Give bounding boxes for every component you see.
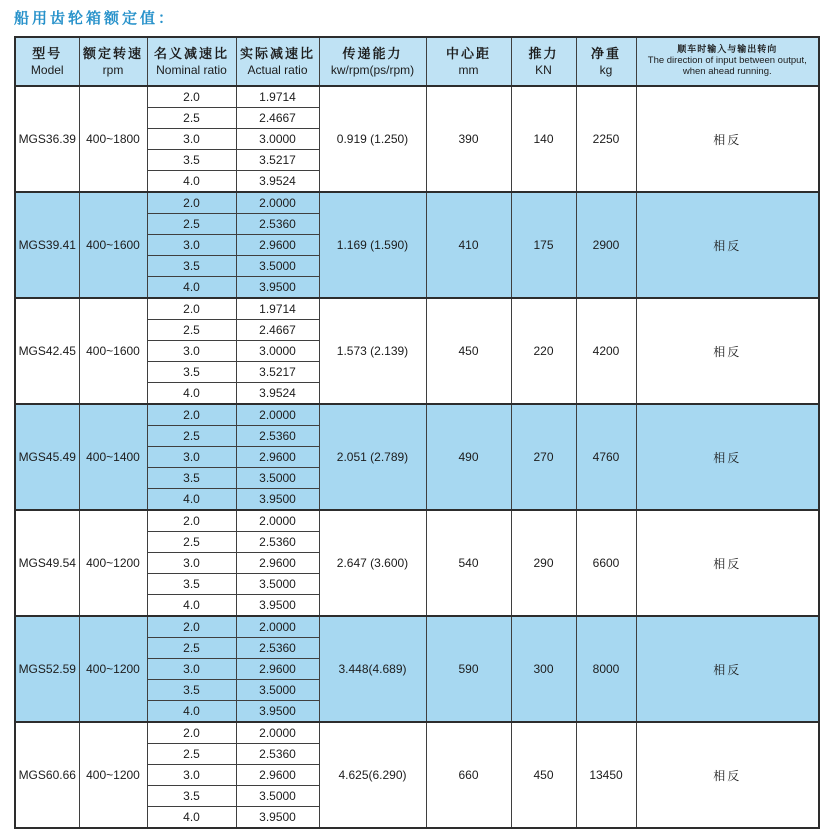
actual-ratio-cell: 3.9524	[236, 171, 319, 193]
thrust-cell: 140	[511, 86, 576, 192]
header-model-zh: 型号	[32, 46, 63, 62]
capacity-cell: 0.919 (1.250)	[319, 86, 426, 192]
actual-ratio-cell: 2.5360	[236, 744, 319, 765]
model-cell: MGS39.41	[15, 192, 79, 298]
header-net-weight-en: kg	[599, 63, 613, 78]
header-rated-speed	[79, 37, 147, 86]
capacity-cell: 2.647 (3.600)	[319, 510, 426, 616]
center-distance-cell: 660	[426, 722, 511, 828]
actual-ratio-cell: 3.9500	[236, 701, 319, 723]
model-cell: MGS36.39	[15, 86, 79, 192]
direction-cell: 相反	[636, 86, 819, 192]
header-center-distance	[426, 37, 511, 86]
table-row	[15, 404, 819, 426]
nominal-ratio-cell: 2.5	[147, 638, 236, 659]
header-actual-ratio-zh: 实际减速比	[239, 46, 315, 62]
nominal-ratio-cell: 3.0	[147, 659, 236, 680]
nominal-ratio-cell: 2.5	[147, 426, 236, 447]
capacity-cell: 1.573 (2.139)	[319, 298, 426, 404]
actual-ratio-cell: 2.5360	[236, 214, 319, 235]
model-cell: MGS49.54	[15, 510, 79, 616]
actual-ratio-cell: 3.0000	[236, 129, 319, 150]
thrust-cell: 175	[511, 192, 576, 298]
capacity-cell: 4.625(6.290)	[319, 722, 426, 828]
actual-ratio-cell: 3.5000	[236, 786, 319, 807]
actual-ratio-cell: 2.0000	[236, 722, 319, 744]
center-distance-cell: 540	[426, 510, 511, 616]
nominal-ratio-cell: 4.0	[147, 489, 236, 511]
nominal-ratio-cell: 4.0	[147, 807, 236, 829]
gearbox-rating-table	[14, 36, 820, 829]
actual-ratio-cell: 2.0000	[236, 616, 319, 638]
table-row	[15, 616, 819, 638]
nominal-ratio-cell: 3.0	[147, 235, 236, 256]
net-weight-cell: 8000	[576, 616, 636, 722]
rated-speed-cell: 400~1600	[79, 192, 147, 298]
header-net-weight	[576, 37, 636, 86]
direction-cell: 相反	[636, 510, 819, 616]
actual-ratio-cell: 2.9600	[236, 765, 319, 786]
nominal-ratio-cell: 4.0	[147, 277, 236, 299]
direction-cell: 相反	[636, 298, 819, 404]
header-rated-speed-en: rpm	[102, 63, 124, 78]
thrust-cell: 290	[511, 510, 576, 616]
model-cell: MGS60.66	[15, 722, 79, 828]
actual-ratio-cell: 3.9500	[236, 595, 319, 617]
nominal-ratio-cell: 3.0	[147, 553, 236, 574]
nominal-ratio-cell: 2.0	[147, 86, 236, 108]
model-cell: MGS42.45	[15, 298, 79, 404]
header-thrust-en: KN	[535, 63, 552, 78]
nominal-ratio-cell: 2.5	[147, 108, 236, 129]
nominal-ratio-cell: 3.0	[147, 447, 236, 468]
actual-ratio-cell: 3.5217	[236, 150, 319, 171]
rated-speed-cell: 400~1200	[79, 616, 147, 722]
net-weight-cell: 2900	[576, 192, 636, 298]
header-capacity-zh: 传递能力	[342, 46, 403, 62]
rated-speed-cell: 400~1200	[79, 722, 147, 828]
nominal-ratio-cell: 2.5	[147, 214, 236, 235]
header-net-weight-zh: 净重	[590, 46, 621, 62]
nominal-ratio-cell: 3.0	[147, 765, 236, 786]
header-center-distance-zh: 中心距	[445, 46, 491, 62]
rated-speed-cell: 400~1200	[79, 510, 147, 616]
header-capacity	[319, 37, 426, 86]
header-direction-en: The direction of input between output, when ahead running.	[647, 55, 807, 78]
actual-ratio-cell: 2.9600	[236, 659, 319, 680]
header-model	[15, 37, 79, 86]
header-direction-zh: 顺车时输入与输出转向	[677, 44, 778, 55]
table-header	[15, 37, 819, 86]
header-model-en: Model	[30, 63, 64, 78]
actual-ratio-cell: 2.4667	[236, 320, 319, 341]
nominal-ratio-cell: 2.0	[147, 510, 236, 532]
nominal-ratio-cell: 3.5	[147, 786, 236, 807]
actual-ratio-cell: 3.5000	[236, 468, 319, 489]
actual-ratio-cell: 2.0000	[236, 404, 319, 426]
actual-ratio-cell: 2.0000	[236, 192, 319, 214]
nominal-ratio-cell: 3.5	[147, 362, 236, 383]
capacity-cell: 3.448(4.689)	[319, 616, 426, 722]
nominal-ratio-cell: 2.0	[147, 192, 236, 214]
header-thrust-zh: 推力	[528, 46, 559, 62]
actual-ratio-cell: 2.5360	[236, 532, 319, 553]
header-actual-ratio-en: Actual ratio	[247, 63, 308, 78]
actual-ratio-cell: 2.9600	[236, 447, 319, 468]
nominal-ratio-cell: 2.5	[147, 744, 236, 765]
nominal-ratio-cell: 4.0	[147, 595, 236, 617]
header-nominal-ratio-en: Nominal ratio	[156, 63, 227, 78]
thrust-cell: 450	[511, 722, 576, 828]
thrust-cell: 270	[511, 404, 576, 510]
nominal-ratio-cell: 3.5	[147, 680, 236, 701]
net-weight-cell: 13450	[576, 722, 636, 828]
rated-speed-cell: 400~1600	[79, 298, 147, 404]
center-distance-cell: 490	[426, 404, 511, 510]
nominal-ratio-cell: 3.5	[147, 150, 236, 171]
header-capacity-en: kw/rpm(ps/rpm)	[330, 63, 415, 78]
model-cell: MGS45.49	[15, 404, 79, 510]
nominal-ratio-cell: 4.0	[147, 171, 236, 193]
table-body	[15, 86, 819, 828]
net-weight-cell: 4760	[576, 404, 636, 510]
direction-cell: 相反	[636, 404, 819, 510]
thrust-cell: 300	[511, 616, 576, 722]
actual-ratio-cell: 2.5360	[236, 638, 319, 659]
nominal-ratio-cell: 2.0	[147, 722, 236, 744]
table-row	[15, 722, 819, 744]
direction-cell: 相反	[636, 722, 819, 828]
nominal-ratio-cell: 2.0	[147, 616, 236, 638]
nominal-ratio-cell: 3.5	[147, 468, 236, 489]
center-distance-cell: 590	[426, 616, 511, 722]
nominal-ratio-cell: 3.0	[147, 341, 236, 362]
actual-ratio-cell: 1.9714	[236, 86, 319, 108]
actual-ratio-cell: 3.5000	[236, 256, 319, 277]
capacity-cell: 1.169 (1.590)	[319, 192, 426, 298]
header-direction	[636, 37, 819, 86]
actual-ratio-cell: 2.4667	[236, 108, 319, 129]
header-thrust	[511, 37, 576, 86]
actual-ratio-cell: 3.5000	[236, 680, 319, 701]
actual-ratio-cell: 3.9524	[236, 383, 319, 405]
nominal-ratio-cell: 4.0	[147, 383, 236, 405]
nominal-ratio-cell: 2.0	[147, 298, 236, 320]
table-row	[15, 298, 819, 320]
direction-cell: 相反	[636, 616, 819, 722]
header-nominal-ratio	[147, 37, 236, 86]
rated-speed-cell: 400~1400	[79, 404, 147, 510]
nominal-ratio-cell: 2.0	[147, 404, 236, 426]
header-center-distance-en: mm	[458, 63, 479, 78]
actual-ratio-cell: 2.0000	[236, 510, 319, 532]
actual-ratio-cell: 3.0000	[236, 341, 319, 362]
actual-ratio-cell: 3.9500	[236, 489, 319, 511]
header-rated-speed-zh: 额定转速	[82, 46, 143, 62]
thrust-cell: 220	[511, 298, 576, 404]
net-weight-cell: 6600	[576, 510, 636, 616]
header-actual-ratio	[236, 37, 319, 86]
page-title: 船用齿轮箱额定值：	[14, 9, 177, 27]
model-cell: MGS52.59	[15, 616, 79, 722]
actual-ratio-cell: 1.9714	[236, 298, 319, 320]
actual-ratio-cell: 3.5000	[236, 574, 319, 595]
table-row	[15, 86, 819, 108]
actual-ratio-cell: 3.9500	[236, 277, 319, 299]
rated-speed-cell: 400~1800	[79, 86, 147, 192]
actual-ratio-cell: 3.9500	[236, 807, 319, 829]
net-weight-cell: 4200	[576, 298, 636, 404]
table-row	[15, 192, 819, 214]
header-nominal-ratio-zh: 名义减速比	[153, 46, 229, 62]
actual-ratio-cell: 2.5360	[236, 426, 319, 447]
direction-cell: 相反	[636, 192, 819, 298]
actual-ratio-cell: 2.9600	[236, 235, 319, 256]
nominal-ratio-cell: 3.5	[147, 574, 236, 595]
capacity-cell: 2.051 (2.789)	[319, 404, 426, 510]
center-distance-cell: 390	[426, 86, 511, 192]
net-weight-cell: 2250	[576, 86, 636, 192]
nominal-ratio-cell: 2.5	[147, 320, 236, 341]
nominal-ratio-cell: 4.0	[147, 701, 236, 723]
center-distance-cell: 450	[426, 298, 511, 404]
nominal-ratio-cell: 2.5	[147, 532, 236, 553]
actual-ratio-cell: 3.5217	[236, 362, 319, 383]
nominal-ratio-cell: 3.5	[147, 256, 236, 277]
center-distance-cell: 410	[426, 192, 511, 298]
nominal-ratio-cell: 3.0	[147, 129, 236, 150]
actual-ratio-cell: 2.9600	[236, 553, 319, 574]
table-row	[15, 510, 819, 532]
header-row	[15, 37, 819, 86]
